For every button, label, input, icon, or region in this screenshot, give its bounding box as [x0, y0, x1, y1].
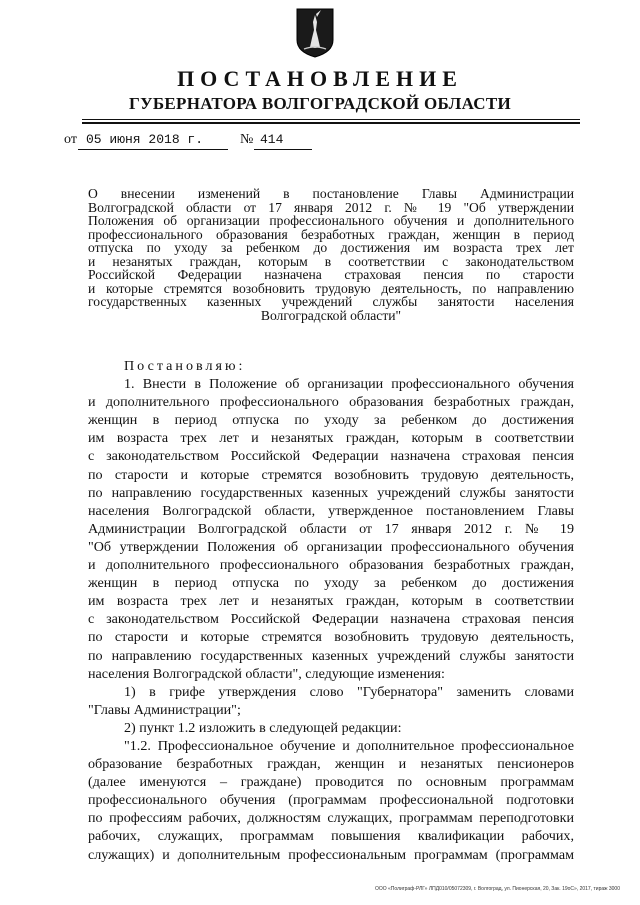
- title-line: Волгоградской области": [260, 307, 402, 323]
- document-title: [88, 187, 574, 322]
- body-line: по профессиям рабочих, должностям служащих, программам переподготовки: [88, 810, 574, 827]
- number-underline: [254, 149, 312, 150]
- document-number: 414: [260, 132, 284, 147]
- body-line: населения Волгоградской области", следующие изменения:: [88, 665, 445, 682]
- body-line: с законодательством Российской Федерации назначена страховая пенсия: [88, 611, 574, 628]
- title-line: отпуска по уходу за ребенком до достижения им возраста трех лет: [88, 240, 574, 255]
- body-line: "1.2. Профессиональное обучение и дополнительное профессиональное: [124, 737, 574, 754]
- body-line: 1. Внести в Положение об организации профессионального обучения: [124, 376, 574, 393]
- body-line: образование безработных граждан, женщин и незанятых пенсионеров: [88, 756, 574, 773]
- decree-word: Постановляю:: [124, 358, 246, 374]
- body-line: женщин в период отпуска по уходу за ребенком до достижения: [88, 575, 574, 592]
- body-line: Администрации Волгоградской области от 17 января 2012 г. № 19: [88, 520, 574, 537]
- body-line: 2) пункт 1.2 изложить в следующей редакции:: [124, 719, 402, 736]
- coat-of-arms-emblem-icon: [296, 8, 334, 58]
- body-line: по старости и которые стремятся возобновить трудовую деятельность,: [88, 629, 574, 646]
- body-line: по направлению государственных казенных учреждений службы занятости: [88, 647, 574, 664]
- issuing-authority-heading: ГУБЕРНАТОРА ВОЛГОГРАДСКОЙ ОБЛАСТИ: [128, 94, 512, 113]
- body-line: профессионального обучения (программам профессиональной подготовки: [88, 792, 574, 809]
- body-line: и дополнительного профессионального образования безработных граждан,: [88, 557, 574, 574]
- body-line: населения Волгоградской области, утвержденное постановлением Главы: [88, 502, 574, 519]
- body-line: с законодательством Российской Федерации назначена страховая пенсия: [88, 448, 574, 465]
- date-from-label: от: [64, 132, 77, 147]
- title-line: Волгоградской области от 17 января 2012 г. № 19 "Об утверждении: [88, 199, 574, 215]
- header-rule-thick: [82, 122, 580, 124]
- body-line: "Главы Администрации";: [88, 701, 241, 718]
- body-line: рабочих, служащих, программам повышения квалификации рабочих,: [88, 828, 574, 845]
- document-body: [88, 357, 574, 864]
- body-line: женщин в период отпуска по уходу за ребенком до достижения: [88, 412, 574, 429]
- printer-imprint: ООО «Полиграф-РЛГ» ЛПД010/05072309, г. Волгоград, ул. Пионерская, 20, Зак. 19оС», 2017, тираж 3000: [374, 886, 620, 892]
- document-date: 05 июня 2018 г.: [86, 132, 204, 147]
- title-line: и которые стремятся возобновить трудовую деятельность, по направлению: [88, 280, 574, 296]
- body-line: служащих) и дополнительным профессиональным программам (программам: [88, 846, 574, 863]
- body-line: 1) в грифе утверждения слово "Губернатора" заменить словами: [124, 683, 574, 700]
- body-line: по старости и которые стремятся возобновить трудовую деятельность,: [88, 466, 574, 483]
- title-line: и незанятых граждан, которым в соответствии с законодательством: [88, 253, 574, 269]
- title-line: О внесении изменений в постановление Главы Администрации: [88, 186, 574, 201]
- title-line: профессионального образования безработных граждан, женщин в период: [88, 226, 574, 242]
- title-line: Российской Федерации назначена страховая пенсия по старости: [88, 267, 574, 282]
- title-line: Положения об организации профессионального обучения и дополнительного: [88, 213, 574, 228]
- body-line: и дополнительного профессионального образования безработных граждан,: [88, 394, 574, 411]
- title-line: государственных казенных учреждений службы занятости населения: [88, 294, 574, 309]
- header-rule-thin: [82, 119, 580, 120]
- body-line: по направлению государственных казенных учреждений службы занятости: [88, 484, 574, 501]
- body-line: "Об утверждении Положения об организации профессионального обучения: [88, 538, 574, 555]
- body-line: им возраста трех лет и незанятых граждан, которым в соответствии: [88, 430, 574, 447]
- document-type-heading: ПОСТАНОВЛЕНИЕ: [177, 66, 463, 91]
- date-underline: [78, 149, 228, 150]
- body-line: им возраста трех лет и незанятых граждан, которым в соответствии: [88, 593, 574, 610]
- number-label: №: [240, 132, 254, 147]
- body-line: (далее именуются – граждане) проводится по основным программам: [88, 774, 574, 791]
